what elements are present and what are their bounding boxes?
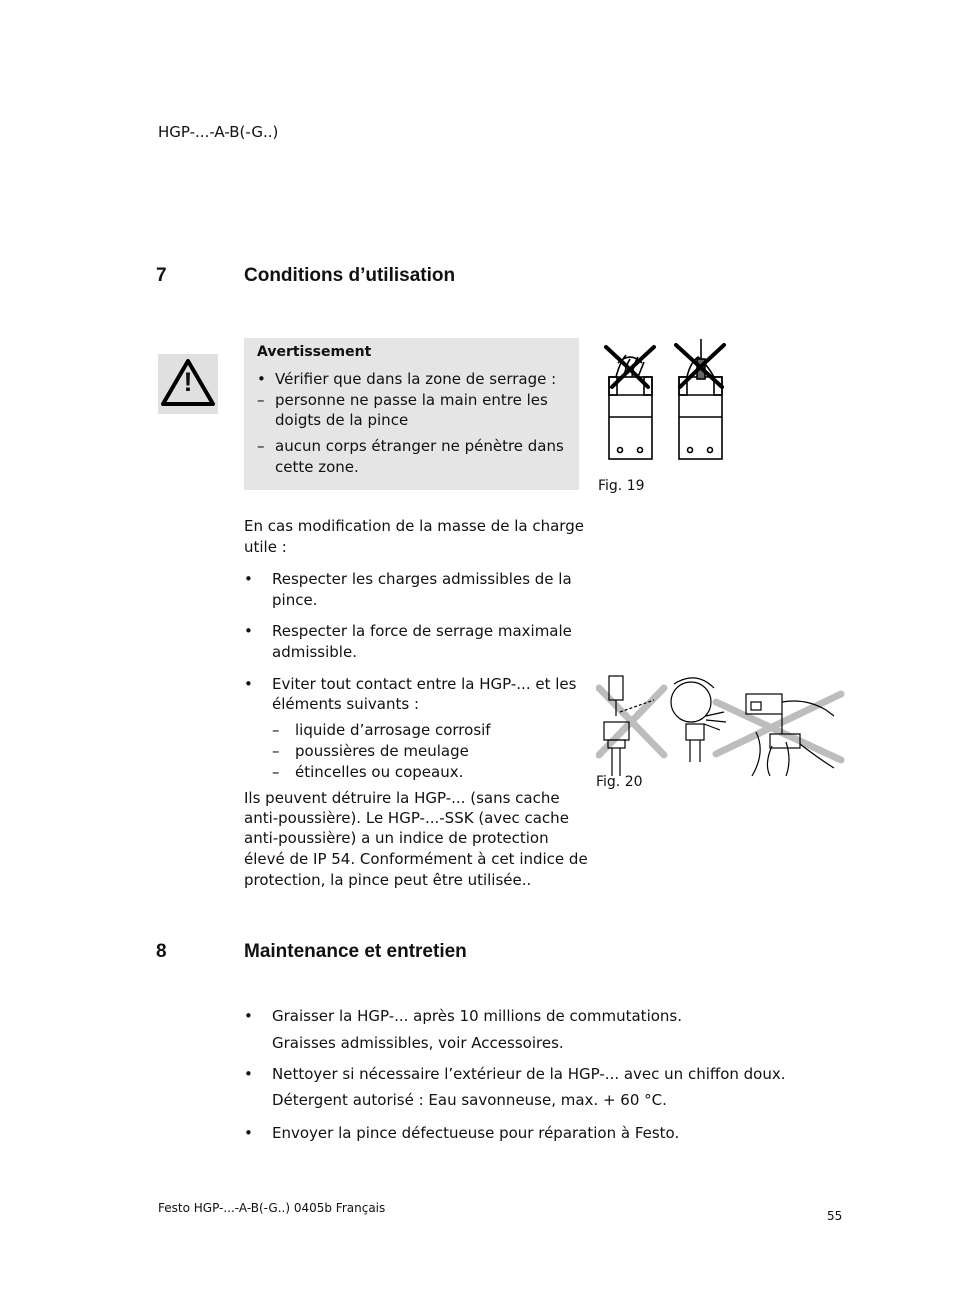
dash-glyph: – (272, 742, 280, 760)
warning-box (244, 338, 579, 490)
maintenance-note-2: Détergent autorisé : Eau savonneuse, max. + 60 °C. (272, 1091, 667, 1109)
section-7-number: 7 (156, 265, 167, 286)
dash-glyph: – (272, 763, 280, 781)
bullet-1-line-a: Respecter les charges admissibles de la (272, 570, 572, 588)
dash-glyph: – (257, 391, 265, 409)
dash-glyph: – (257, 437, 265, 455)
bullet-2-line-a: Respecter la force de serrage maximale (272, 622, 572, 640)
warning-line-2b: doigts de la pince (275, 411, 409, 429)
maintenance-bullet-1: Graisser la HGP-... après 10 millions de commutations. (272, 1007, 683, 1025)
fig-20-illustration (596, 672, 846, 778)
bullet-glyph: • (244, 675, 253, 693)
warning-line-1: Vérifier que dans la zone de serrage : (275, 370, 557, 388)
paragraph-line-5: protection, la pince peut être utilisée.. (244, 871, 532, 889)
exclamation-glyph: ! (183, 367, 193, 397)
bullet-1-line-b: pince. (272, 591, 318, 609)
page-number: 55 (827, 1209, 843, 1223)
paragraph-line-4: élevé de IP 54. Conformément à cet indice de (244, 850, 588, 868)
bullet-glyph: • (244, 1007, 253, 1025)
dash-glyph: – (272, 721, 280, 739)
warning-line-2a: personne ne passe la main entre les (275, 391, 548, 409)
fig-19-illustration (598, 337, 733, 465)
intro-line-a: En cas modification de la masse de la charge (244, 517, 584, 535)
warning-icon (158, 354, 218, 414)
sub-item-1: liquide d’arrosage corrosif (295, 721, 491, 739)
sub-item-3: étincelles ou copeaux. (295, 763, 464, 781)
section-8-number: 8 (156, 941, 167, 962)
maintenance-note-1: Graisses admissibles, voir Accessoires. (272, 1034, 564, 1052)
fig-19-caption: Fig. 19 (598, 478, 645, 494)
paragraph-line-3: anti-poussière) a un indice de protection (244, 829, 549, 847)
maintenance-bullet-3: Envoyer la pince défectueuse pour réparation à Festo. (272, 1124, 680, 1142)
warning-title: Avertissement (257, 344, 372, 360)
paragraph-line-1: Ils peuvent détruire la HGP-... (sans cache (244, 789, 560, 807)
bullet-2-line-b: admissible. (272, 643, 357, 661)
section-8-title: Maintenance et entretien (244, 941, 467, 962)
bullet-3-line-b: éléments suivants : (272, 695, 420, 713)
sub-item-2: poussières de meulage (295, 742, 469, 760)
paragraph-line-2: anti-poussière). Le HGP-...-SSK (avec cache (244, 809, 569, 827)
warning-line-3b: cette zone. (275, 458, 359, 476)
bullet-3-line-a: Eviter tout contact entre la HGP-... et les (272, 675, 577, 693)
fig-20-caption: Fig. 20 (596, 774, 643, 790)
running-header: HGP-...-A-B(-G..) (158, 123, 279, 141)
section-7-title: Conditions d’utilisation (244, 265, 456, 286)
bullet-glyph: • (244, 1124, 253, 1142)
footer-text: Festo HGP-...-A-B(-G..) 0405b Français (158, 1201, 386, 1215)
intro-line-b: utile : (244, 538, 287, 556)
maintenance-bullet-2: Nettoyer si nécessaire l’extérieur de la HGP-... avec un chiffon doux. (272, 1065, 786, 1083)
bullet-glyph: • (244, 570, 253, 588)
bullet-glyph: • (244, 1065, 253, 1083)
warning-line-3a: aucun corps étranger ne pénètre dans (275, 437, 564, 455)
bullet-glyph: • (244, 622, 253, 640)
bullet-glyph: • (257, 370, 266, 388)
